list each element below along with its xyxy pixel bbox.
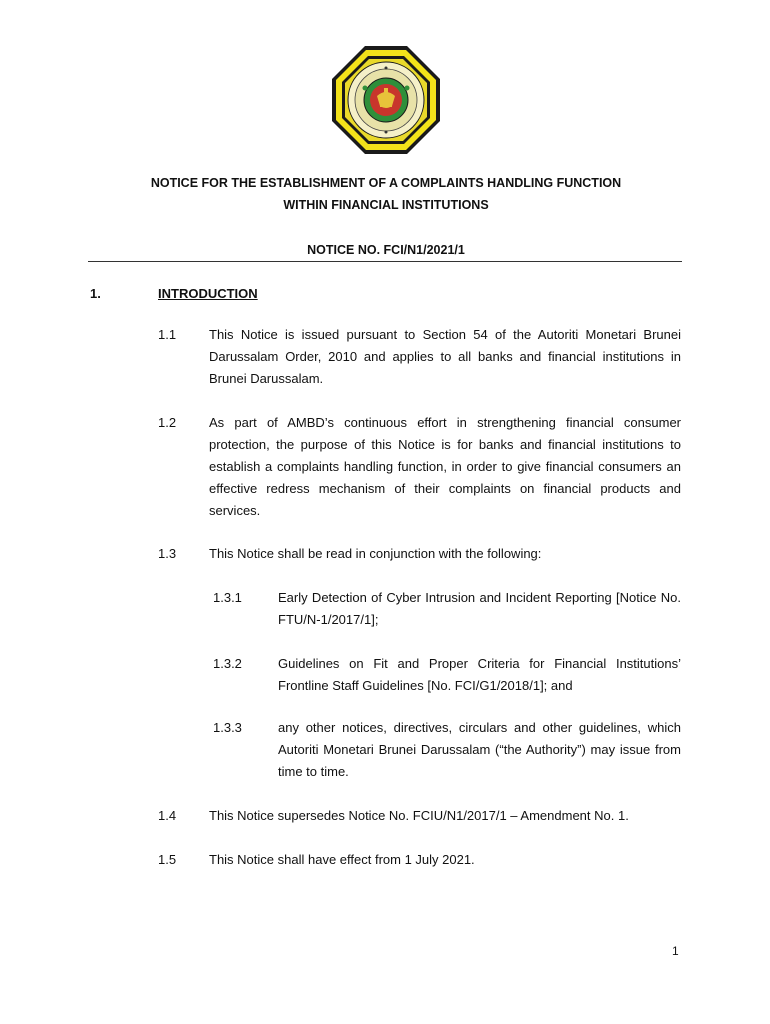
paragraph-text: As part of AMBD’s continuous effort in strengthening financial consumer protection, the purpose of this Notice is for banks and financial institutions to establish a complaints handling function, in order to give financial consumers an effective redress mechanism of their complaints on financial products and services. (209, 415, 681, 518)
notice-title-line2: WITHIN FINANCIAL INSTITUTIONS (283, 198, 489, 212)
notice-number: NOTICE NO. FCI/N1/2021/1 (307, 243, 465, 257)
ambd-crest-icon (330, 44, 442, 156)
paragraph-text: This Notice shall be read in conjunction with the following: (209, 546, 542, 561)
subparagraph-number: 1.3.2 (213, 656, 242, 671)
section-heading: INTRODUCTION (158, 286, 258, 301)
notice-title-line1: NOTICE FOR THE ESTABLISHMENT OF A COMPLAINTS HANDLING FUNCTION (150, 176, 622, 190)
subparagraph-number: 1.3.3 (213, 720, 242, 735)
subparagraph-text: Early Detection of Cyber Intrusion and Incident Reporting [Notice No. FTU/N-1/2017/1]; (278, 590, 681, 627)
paragraph-text: This Notice is issued pursuant to Section 54 of the Autoriti Monetari Brunei Darussalam Order, 2010 and applies to all banks and financial institutions in Brunei Darussalam. (209, 327, 681, 386)
paragraph-number: 1.5 (158, 852, 177, 867)
paragraph-number: 1.4 (158, 808, 177, 823)
paragraph-number: 1.1 (158, 327, 177, 342)
header-divider (88, 261, 682, 262)
page-number: 1 (672, 944, 679, 958)
subparagraph-number: 1.3.1 (213, 590, 242, 605)
paragraph-number: 1.3 (158, 546, 177, 561)
paragraph-text: This Notice shall have effect from 1 July 2021. (209, 852, 475, 867)
paragraph-number: 1.2 (158, 415, 177, 430)
paragraph-text: This Notice supersedes Notice No. FCIU/N1/2017/1 – Amendment No. 1. (209, 808, 629, 823)
section-number: 1. (90, 286, 101, 301)
subparagraph-text: Guidelines on Fit and Proper Criteria for Financial Institutions’ Frontline Staff Guidelines [No. FCI/G1/2018/1]; and (278, 656, 681, 693)
subparagraph-text: any other notices, directives, circulars and other guidelines, which Autoriti Monetari Brunei Darussalam (“the Authority”) may issue from time to time. (278, 720, 681, 779)
